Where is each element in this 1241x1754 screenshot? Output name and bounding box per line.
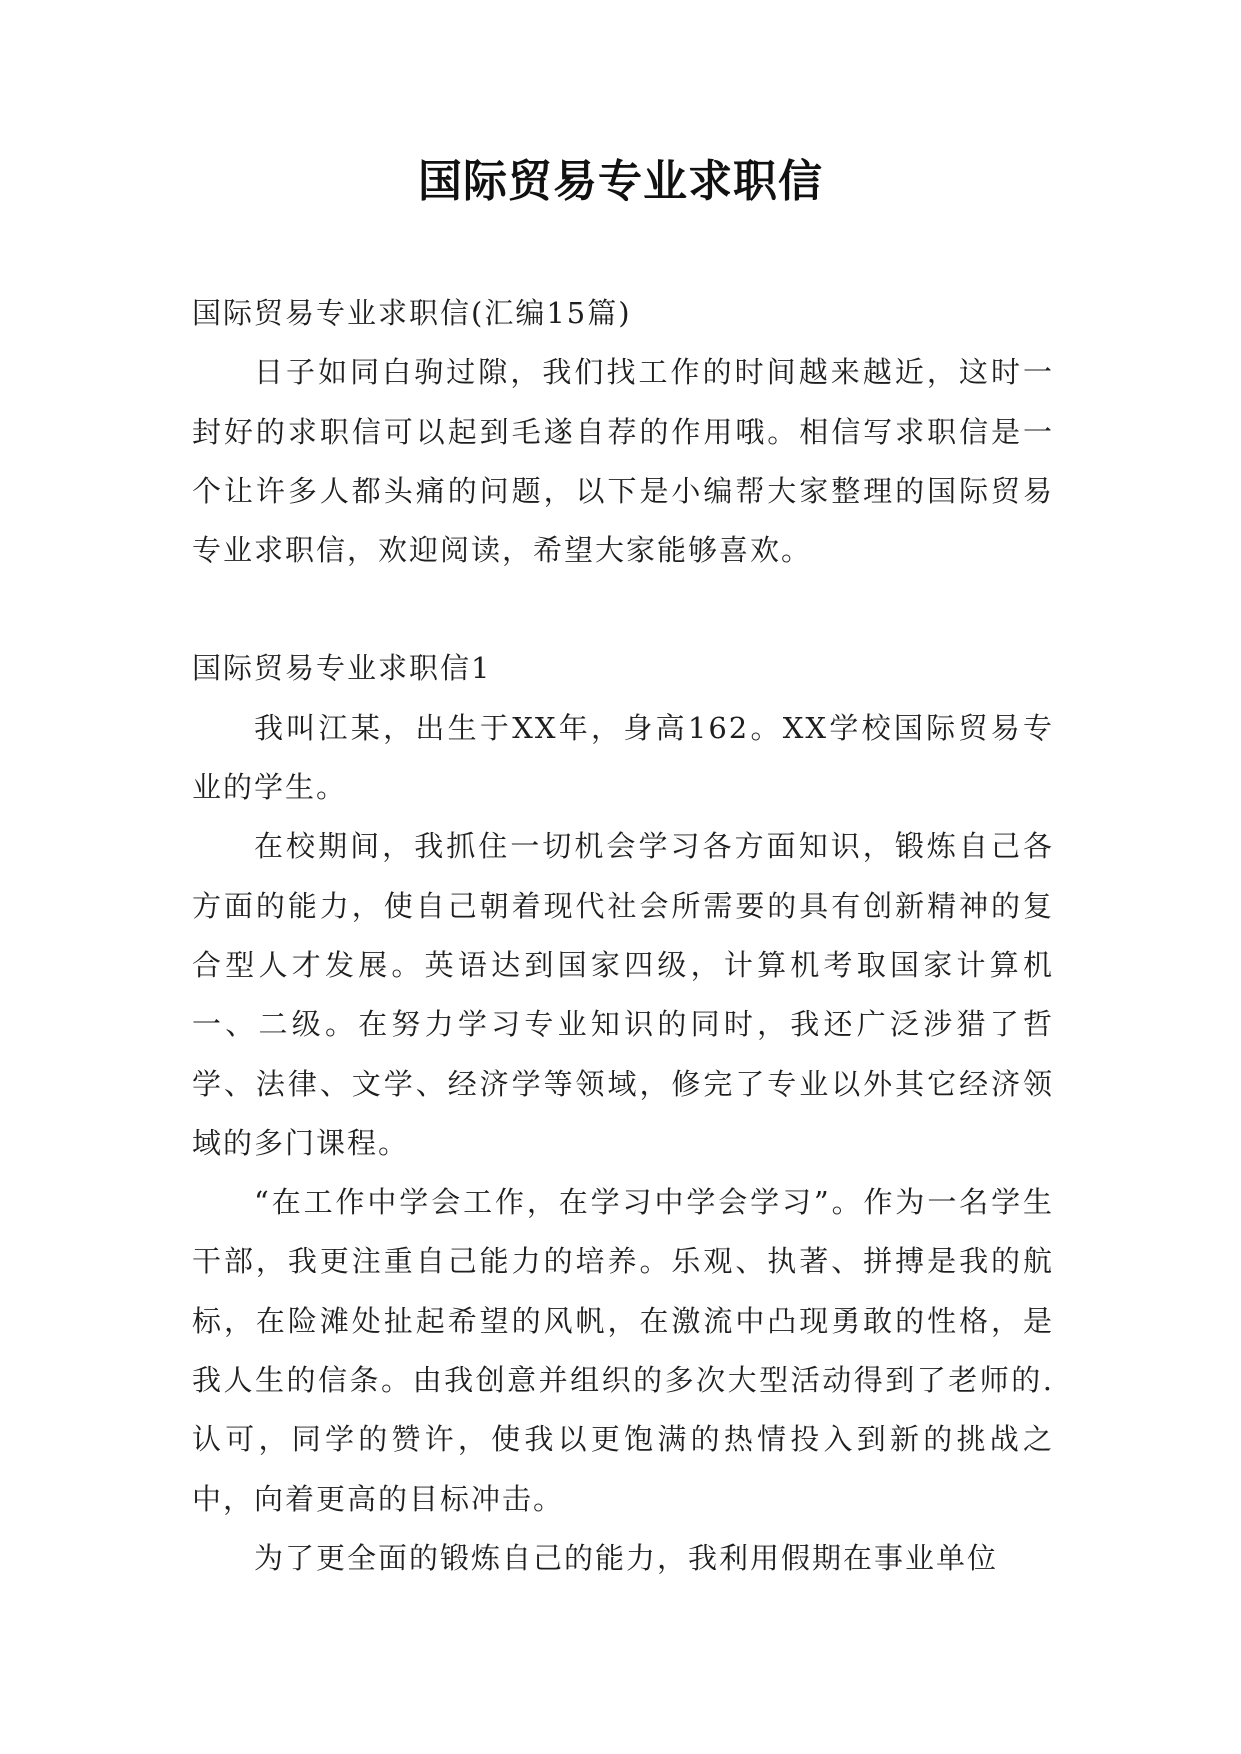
intro-paragraph: 日子如同白驹过隙，我们找工作的时间越来越近，这时一封好的求职信可以起到毛遂自荐的作用哦。相信写求职信是一个让许多人都头痛的问题，以下是小编帮大家整理的国际贸易专业求职信，欢迎阅读，希望大家能够喜欢。 [192,355,1054,568]
section-heading: 国际贸易专业求职信1 [192,651,492,686]
body-paragraph: 在校期间，我抓住一切机会学习各方面知识，锻炼自己各方面的能力，使自己朝着现代社会所需要的具有创新精神的复合型人才发展。英语达到国家四级，计算机考取国家计算机一、二级。在努力学习专业知识的同时，我还广泛涉猎了哲学、法律、文学、经济学等领域，修完了专业以外其它经济领域的多门课程。 [192,829,1054,1160]
paragraph-spacer [192,580,1054,639]
body-paragraph: 我叫江某，出生于XX年，身高162。XX学校国际贸易专业的学生。 [192,710,1054,805]
document-title: 国际贸易专业求职信 [418,156,823,207]
body-paragraph: 为了更全面的锻炼自己的能力，我利用假期在事业单位 [254,1540,999,1575]
document-subtitle: 国际贸易专业求职信(汇编15篇) [192,296,632,330]
body-paragraph: “在工作中学会工作，在学习中学会学习”。作为一名学生干部，我更注重自己能力的培养。乐观、执著、拼搏是我的航标，在险滩处扯起希望的风帆，在激流中凸现勇敢的性格，是我人生的信条。由我创意并组织的多次大型活动得到了老师的.认可，同学的赞许，使我以更饱满的热情投入到新的挑战之中，向着更高的目标冲击。 [192,1185,1054,1516]
document-body [192,284,1054,1588]
